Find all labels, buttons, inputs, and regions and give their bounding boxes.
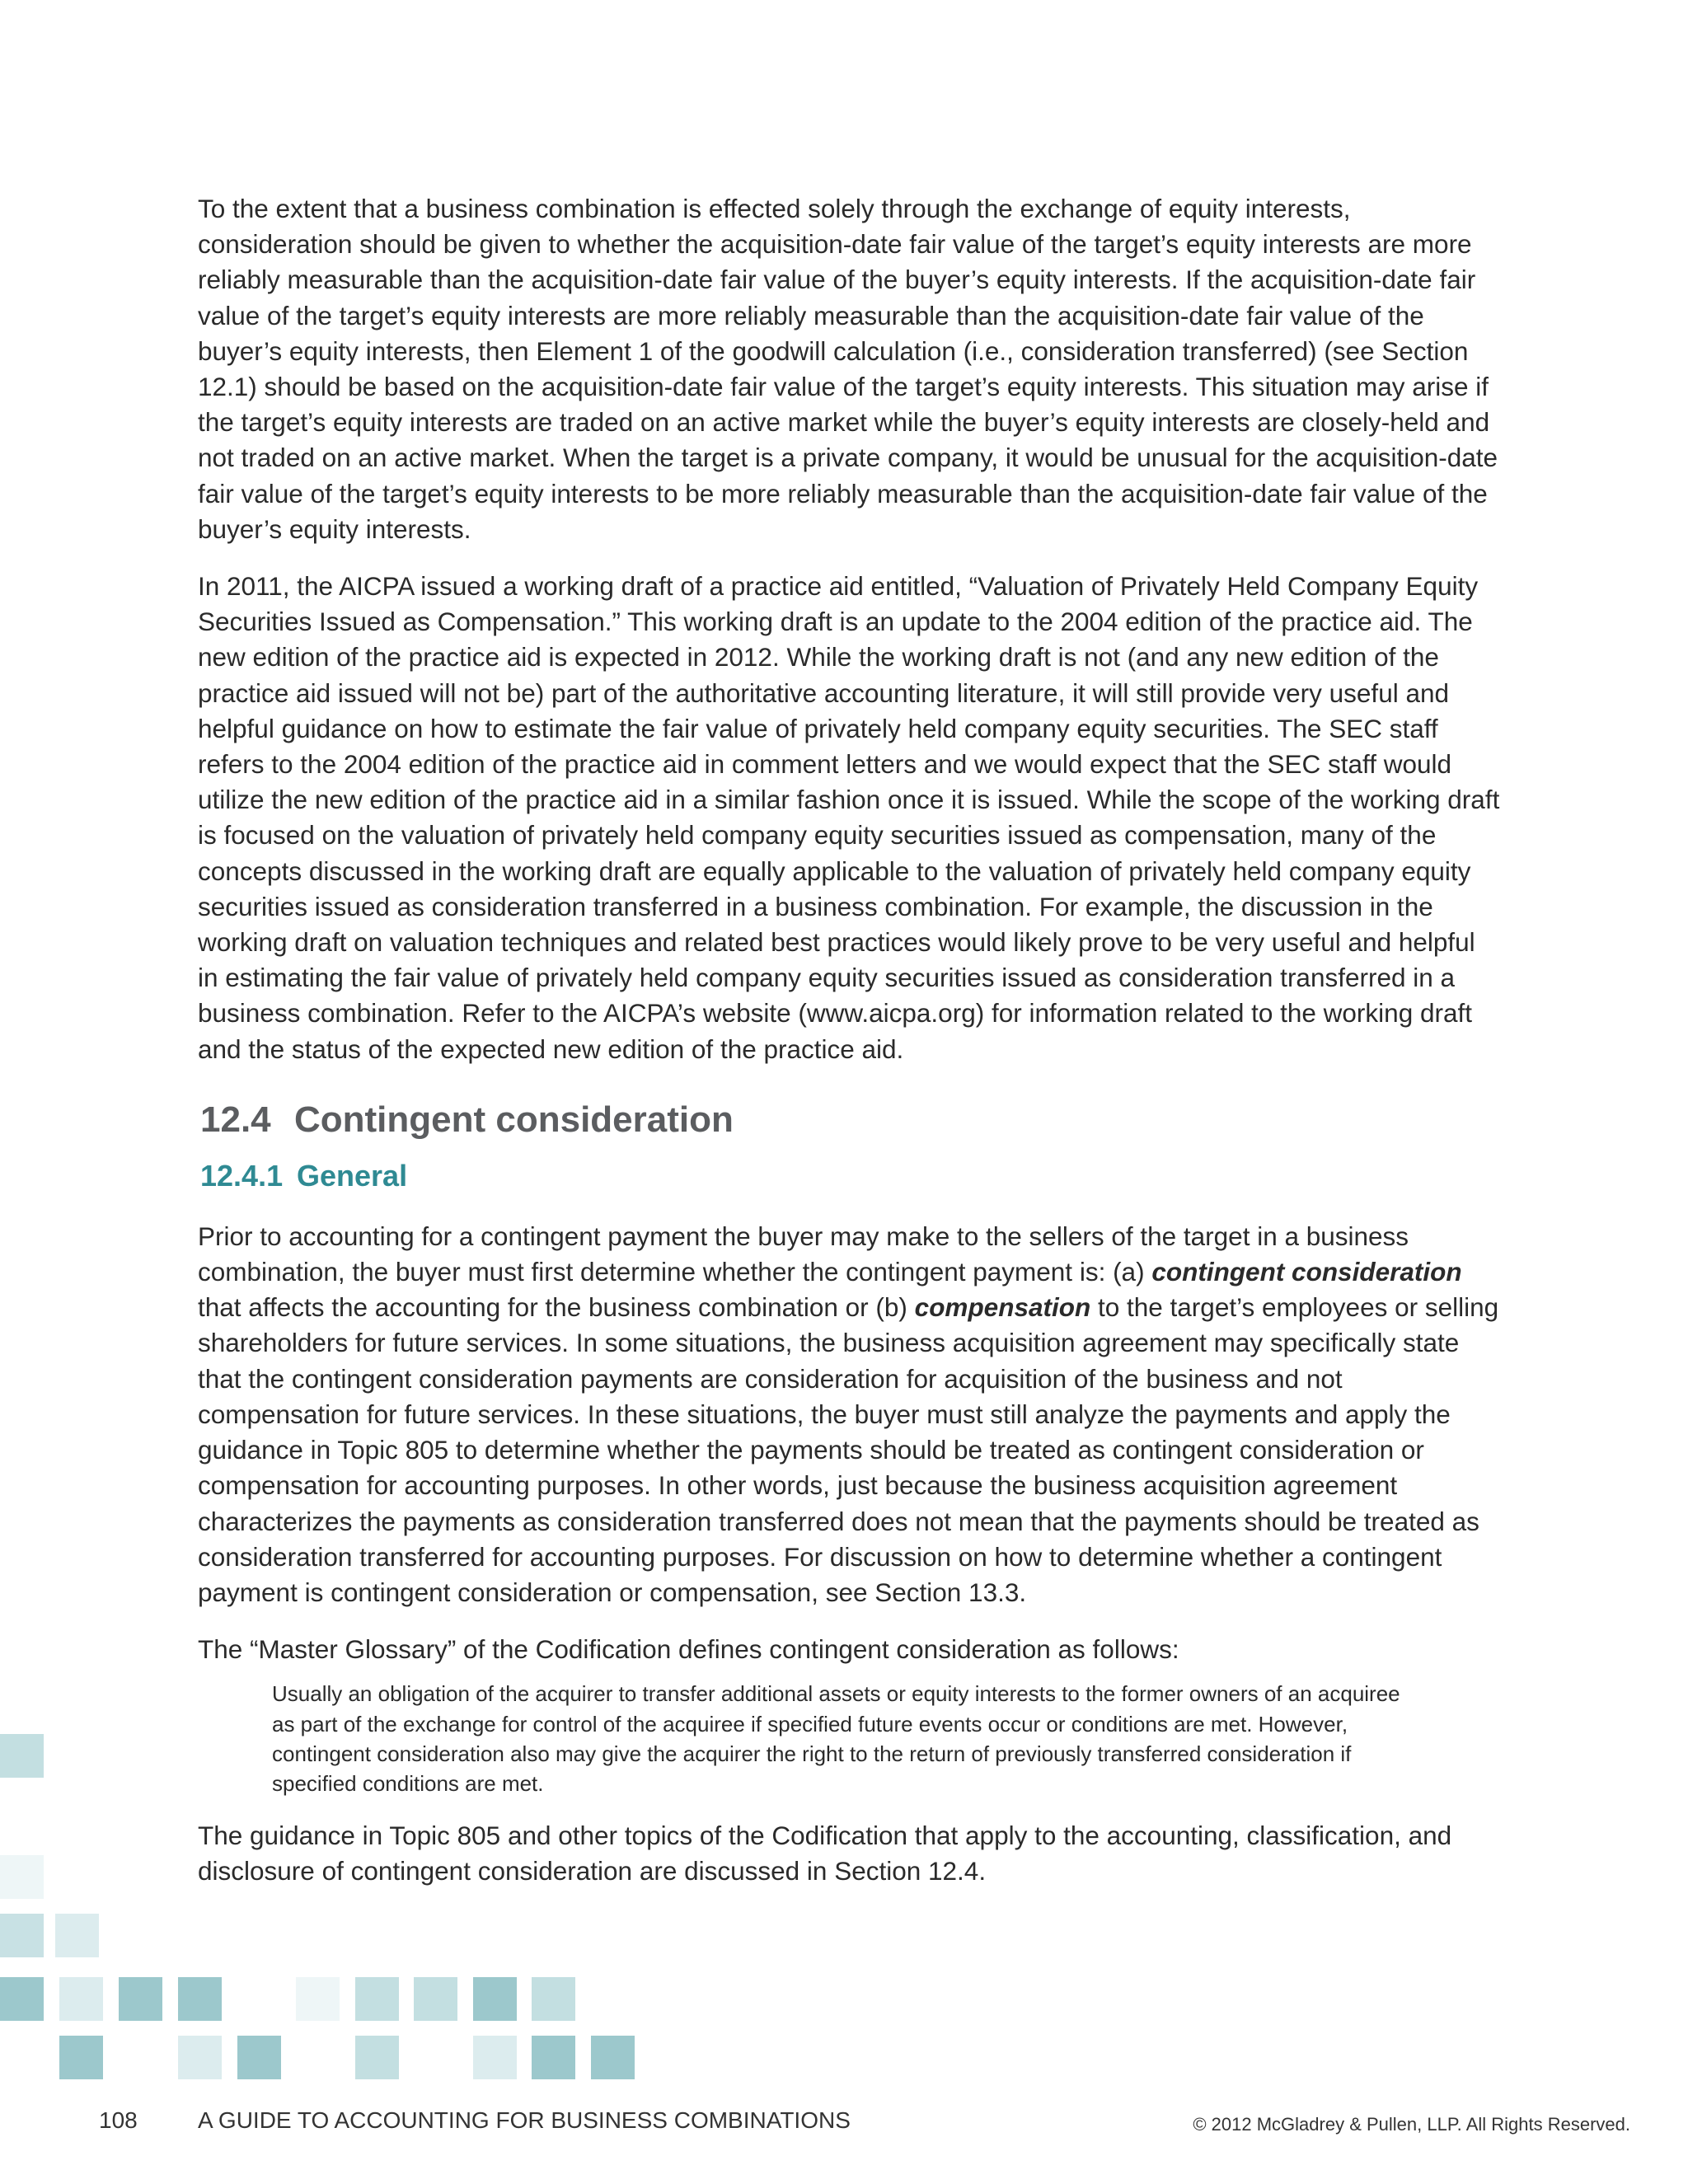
general-paragraph [198,1219,1500,1610]
body-paragraph: To the extent that a business combination is effected solely through the exchange of equity interests, consideration should be given to whether the acquisition-date fair value of the target’s equity interests are more reliably measurable than the acquisition-date fair value of the buyer’s equity interests. If the acquisition-date fair value of the target’s equity interests are more reliably measurable than the acquisition-date fair value of the buyer’s equity interests, then Element 1 of the goodwill calculation (i.e., consideration transferred) (see Section 12.1) should be based on the acquisition-date fair value of the target’s equity interests. This situation may arise if the target’s equity interests are traded on an active market while the buyer’s equity interests are closely-held and not traded on an active market. When the target is a private company, it would be unusual for the acquisition-date fair value of the target’s equity interests to be more reliably measurable than the acquisition-date fair value of the buyer’s equity interests. [198,194,1498,544]
mosaic-tile [591,2036,635,2079]
mosaic-tile [414,1977,457,2021]
emphasized-term: compensation [914,1292,1091,1323]
mosaic-tile [355,2036,399,2079]
glossary-quote: Usually an obligation of the acquirer to transfer additional assets or equity interests to the former owners of an acquiree as part of the exchange for control of the acquiree if specified future events occur or conditions are met. However, contingent consideration also may give the acquirer the right to the return of previously transferred consideration if specified conditions are met. [272,1681,1400,1796]
subsection-title: General [297,1158,408,1193]
footer-book-title: A GUIDE TO ACCOUNTING FOR BUSINESS COMBINATIONS [198,2107,851,2133]
mosaic-tile [178,1977,222,2021]
main-content [198,191,1500,1911]
subsection-number: 12.4.1 [200,1158,284,1193]
mosaic-tile [473,1977,517,2021]
mosaic-tile [532,1977,575,2021]
section-number: 12.4 [200,1099,271,1140]
body-paragraph: In 2011, the AICPA issued a working draft of a practice aid entitled, “Valuation of Privately Held Company Equity Securities Issued as Compensation.” This working draft is an update to the 2004 edition of the practice aid. The new edition of the practice aid is expected in 2012. While the working draft is not (and any new edition of the practice aid issued will not be) part of the authoritative accounting literature, it will still provide very useful and helpful guidance on how to estimate the fair value of privately held company equity securities. The SEC staff refers to the 2004 edition of the practice aid in comment letters and we would expect that the SEC staff would utilize the new edition of the practice aid in a similar fashion once it is issued. While the scope of the working draft is focused on the valuation of privately held company equity securities issued as compensation, many of the concepts discussed in the working draft are equally applicable to the valuation of privately held company equity securities issued as consideration transferred in a business combination. For example, the discussion in the working draft on valuation techniques and related best practices would likely prove to be very useful and helpful in estimating the fair value of privately held company equity securities issued as consideration transferred in a business combination. Refer to the AICPA’s website (www.aicpa.org) for information related to the working draft and the status of the expected new edition of the practice aid. [198,571,1500,1064]
section-title: Contingent consideration [294,1099,734,1140]
mosaic-tile [0,1734,44,1778]
mosaic-tile [532,2036,575,2079]
emphasized-term: contingent consideration [1151,1257,1462,1287]
mosaic-tile [0,1977,44,2021]
mosaic-tile [237,2036,281,2079]
footer-page-number: 108 [99,2107,138,2133]
closing-paragraph: The guidance in Topic 805 and other topics of the Codification that apply to the accounting, classification, and disclosure of contingent consideration are discussed in Section 12.4. [198,1821,1452,1886]
mosaic-tile [119,1977,162,2021]
section-heading [200,1095,1500,1145]
mosaic-tile [59,1977,103,2021]
text-run: to the target’s employees or selling shareholders for future services. In some situations, the business acquisition agreement may specifically state that the contingent consideration payments are consideration for acquisition of the business and not compensation for future services. In these situations, the buyer must still analyze the payments and apply the guidance in Topic 805 to determine whether the payments should be treated as contingent consideration or compensation for accounting purposes. In other words, just because the business acquisition agreement characterizes the payments as consideration transferred does not mean that the payments should be treated as consideration transferred for accounting purposes. For discussion on how to determine whether a contingent payment is contingent consideration or compensation, see Section 13.3. [198,1292,1499,1607]
subsection-heading [200,1156,1500,1196]
text-run: Prior to accounting for a contingent payment the buyer may make to the sellers of the target in a business combination, the buyer must first determine whether the contingent payment is: (a) [198,1221,1409,1287]
mosaic-tile [0,1914,44,1957]
mosaic-tile [296,1977,340,2021]
mosaic-tile [473,2036,517,2079]
footer-copyright: © 2012 McGladrey & Pullen, LLP. All Rights Reserved. [1193,2114,1630,2135]
text-run: that affects the accounting for the business combination or (b) [198,1292,915,1323]
mosaic-tile [59,2036,103,2079]
mosaic-tile [355,1977,399,2021]
mosaic-tile [0,1855,44,1899]
mosaic-tile [178,2036,222,2079]
mosaic-tile [55,1914,99,1957]
glossary-intro: The “Master Glossary” of the Codification defines contingent consideration as follows: [198,1634,1179,1665]
